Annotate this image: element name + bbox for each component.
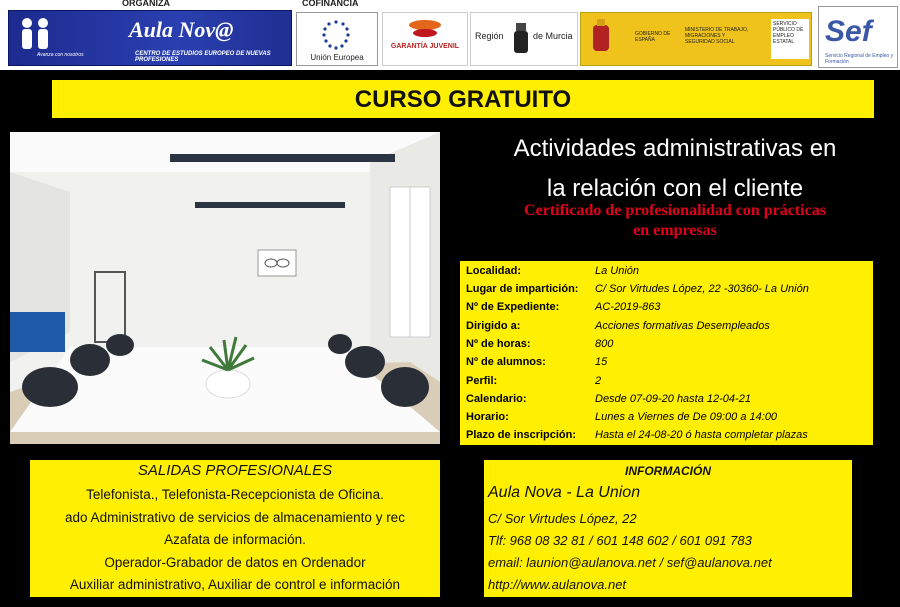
detail-value: Lunes a Viernes de De 09:00 a 14:00	[595, 411, 778, 423]
eu-label: Unión Europea	[310, 53, 364, 62]
murcia-crest-icon	[511, 21, 531, 57]
eu-logo	[296, 12, 378, 66]
career-output-item: Telefonista., Telefonista-Recepcionista de Oficina.	[86, 487, 384, 502]
garantia-juvenil-logo	[382, 12, 468, 66]
detail-label: Dirigido a:	[466, 320, 521, 332]
career-output-item: Azafata de información.	[164, 532, 306, 547]
garantia-juvenil-icon	[383, 13, 467, 43]
garantia-label: GARANTÍA JUVENIL	[390, 43, 460, 50]
detail-label: Nº de horas:	[466, 338, 531, 350]
contact-name: Aula Nova - La Union	[488, 484, 641, 501]
detail-value: 2	[595, 375, 602, 387]
contact-heading: INFORMACIÓN	[625, 464, 711, 478]
course-subtitle	[455, 201, 895, 241]
course-title-line1: Actividades administrativas en	[513, 135, 837, 162]
detail-value: Desde 07-09-20 hasta 12-04-21	[595, 393, 751, 405]
course-subtitle-line1: Certificado de profesionalidad con prácticas	[524, 202, 826, 219]
detail-label: Plazo de inscripción:	[466, 429, 577, 441]
detail-label: Lugar de impartición:	[466, 283, 579, 295]
meeting-room-image	[10, 132, 440, 444]
course-title-line2: la relación con el cliente	[546, 175, 804, 202]
logo-bar	[0, 0, 900, 70]
course-details	[460, 261, 873, 445]
detail-value: 15	[595, 356, 608, 368]
detail-label: Calendario:	[466, 393, 527, 405]
career-output-item: ado Administrativo de servicios de almacenamiento y rec	[65, 510, 405, 525]
career-outputs-heading: SALIDAS PROFESIONALES	[137, 462, 333, 479]
contact-address: C/ Sor Virtudes López, 22	[488, 511, 637, 526]
sef-name: Sef	[825, 15, 872, 48]
sepe-label: SERVICIO PÚBLICO DE EMPLEO ESTATAL	[771, 19, 809, 59]
detail-value: AC-2019-863	[595, 301, 661, 313]
detail-value: Acciones formativas Desempleados	[595, 320, 770, 332]
detail-value: Hasta el 24-08-20 ó hasta completar plazas	[595, 429, 808, 441]
detail-label: Horario:	[466, 411, 509, 423]
detail-value: 800	[595, 338, 614, 350]
gobierno-label: GOBIERNO DE ESPAÑA	[635, 31, 671, 43]
people-icon	[15, 15, 55, 55]
region-label-right: de Murcia	[533, 31, 573, 41]
aula-title: Aula Nov@	[129, 17, 234, 42]
free-course-banner	[52, 80, 874, 118]
spain-crest-icon	[587, 19, 615, 59]
contact-email[interactable]: email: launion@aulanova.net / sef@aulanova.net	[488, 555, 772, 570]
contact-website-link[interactable]: http://www.aulanova.net	[488, 577, 627, 592]
career-output-item: Auxiliar administrativo, Auxiliar de control e información	[69, 577, 401, 592]
organiza-label: ORGANIZA	[122, 0, 170, 8]
region-label-left: Región	[475, 31, 504, 41]
aula-subtitle: CENTRO DE ESTUDIOS EUROPEO DE NUEVAS PROFESIONES	[135, 51, 271, 63]
region-murcia-logo	[470, 12, 578, 66]
cofinancia-label: COFINANCIA	[302, 0, 359, 8]
career-output-item: Operador-Grabador de datos en Ordenador	[104, 555, 366, 570]
eu-stars-icon	[303, 16, 369, 52]
aula-nova-logo	[8, 10, 292, 66]
contact-info-box	[484, 460, 852, 597]
sef-sub: Servicio Regional de Empleo y Formación	[825, 53, 894, 65]
banner-text: CURSO GRATUITO	[354, 86, 572, 113]
office-photo	[10, 132, 440, 444]
ministerio-label: MINISTERIO DE TRABAJO, MIGRACIONES Y SEGURIDAD SOCIAL	[685, 27, 749, 45]
detail-value: La Unión	[595, 265, 640, 277]
detail-value: C/ Sor Virtudes López, 22 -30360- La Unión	[595, 283, 809, 295]
detail-label: Perfil:	[466, 375, 498, 387]
career-outputs-box	[30, 460, 440, 597]
detail-label: Localidad:	[466, 265, 522, 277]
gobierno-logo	[580, 12, 812, 66]
course-title	[455, 129, 895, 209]
sef-logo	[818, 6, 898, 68]
course-subtitle-line2: en empresas	[633, 222, 717, 239]
detail-label: Nº de Expediente:	[466, 301, 560, 313]
aula-slogan: Avanza con nosotros	[37, 52, 84, 58]
contact-phones[interactable]: Tlf: 968 08 32 81 / 601 148 602 / 601 091 783	[488, 533, 752, 548]
detail-label: Nº de alumnos:	[466, 356, 546, 368]
